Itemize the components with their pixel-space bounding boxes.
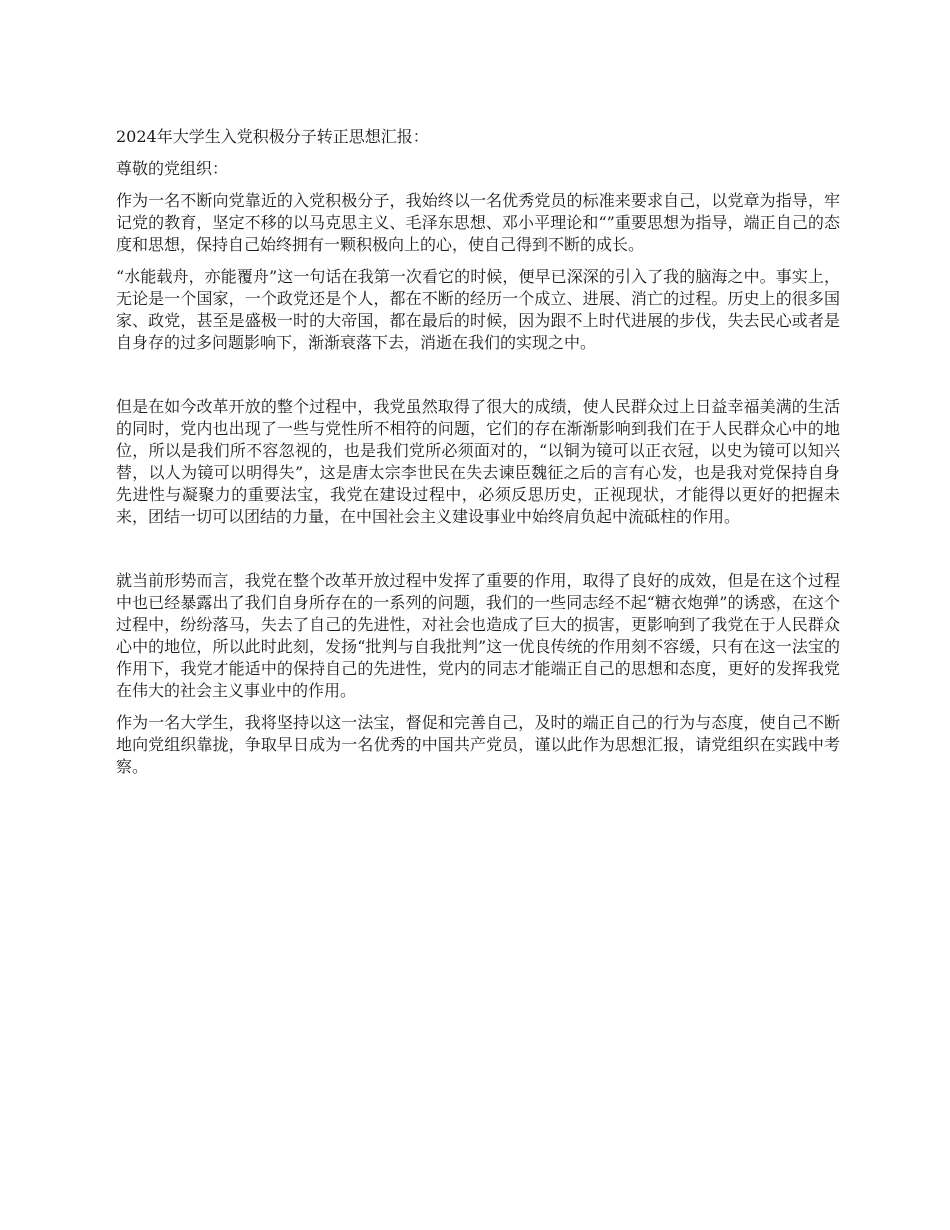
paragraph-2: “水能载舟，亦能覆舟”这一句话在我第一次看它的时候，便早已深深的引入了我的脑海之中。事实上，无论是一个国家，一个政党还是个人，都在不断的经历一个成立、进展、消亡的过程。历史上的很多国家、政党，甚至是盛极一时的大帝国，都在最后的时候，因为跟不上时代进展的步伐，失去民心或者是自身存的过多问题影响下，渐渐衰落下去，消逝在我们的实现之中。 (116, 267, 840, 352)
document-title: 2024年大学生入党积极分子转正思想汇报： (116, 127, 429, 146)
paragraph-5: 作为一名大学生，我将坚持以这一法宝，督促和完善自己，及时的端正自己的行为与态度，使自己不断地向党组织靠拢，争取早日成为一名优秀的中国共产党员，谨以此作为思想汇报，请党组织在实践中考察。 (116, 713, 840, 776)
document-body (116, 126, 840, 788)
salutation: 尊敬的党组织： (116, 159, 229, 178)
paragraph-4: 就当前形势而言，我党在整个改革开放过程中发挥了重要的作用，取得了良好的成效，但是在这个过程中也已经暴露出了我们自身所存在的一系列的问题，我们的一些同志经不起“糖衣炮弹”的诱惑，在这个过程中，纷纷落马，失去了自己的先进性，对社会也造成了巨大的损害，更影响到了我党在于人民群众心中的地位，所以此时此刻，发扬“批判与自我批判”这一优良传统的作用刻不容缓，只有在这一法宝的作用下，我党才能适中的保持自己的先进性，党内的同志才能端正自己的思想和态度，更好的发挥我党在伟大的社会主义事业中的作用。 (116, 571, 840, 700)
paragraph-3: 但是在如今改革开放的整个过程中，我党虽然取得了很大的成绩，使人民群众过上日益幸福美满的生活的同时，党内也出现了一些与党性所不相符的问题，它们的存在渐渐影响到我们在于人民群众心中的地位，所以是我们所不容忽视的，也是我们党所必须面对的，“以铜为镜可以正衣冠，以史为镜可以知兴替，以人为镜可以明得失”，这是唐太宗李世民在失去谏臣魏征之后的言有心发，也是我对党保持自身先进性与凝聚力的重要法宝，我党在建设过程中，必须反思历史，正视现状，才能得以更好的把握未来，团结一切可以团结的力量，在中国社会主义建设事业中始终肩负起中流砥柱的作用。 (116, 397, 840, 526)
blank-line (116, 538, 840, 570)
blank-line (116, 364, 840, 396)
paragraph-1: 作为一名不断向党靠近的入党积极分子，我始终以一名优秀党员的标准来要求自己，以党章为指导，牢记党的教育，坚定不移的以马克思主义、毛泽东思想、邓小平理论和“”重要思想为指导，端正自己的态度和思想，保持自己始终拥有一颗积极向上的心，使自己得到不断的成长。 (116, 191, 840, 254)
